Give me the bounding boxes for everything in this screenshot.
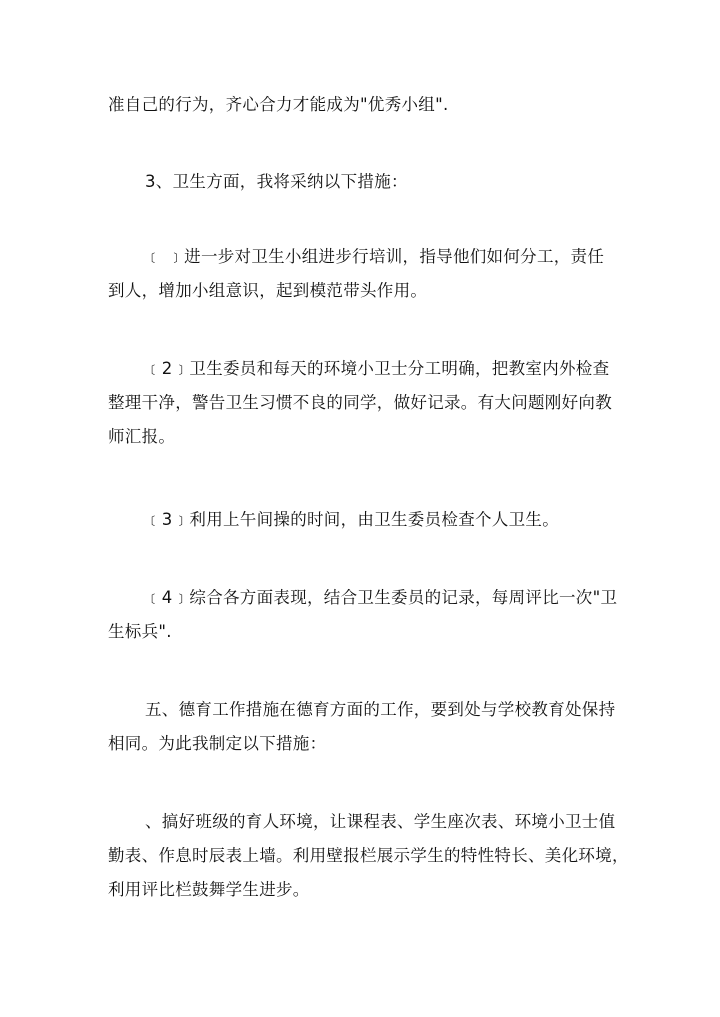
- paragraph-4: [108, 352, 614, 454]
- paragraph-3: [108, 240, 614, 308]
- paragraph-6: [108, 581, 618, 649]
- text-line: 勤表、作息时辰表上墙。利用壁报栏展示学生的特性特长、美化环境，: [108, 846, 629, 865]
- text-line: 五、德育工作措施在德育方面的工作，要到处与学校教育处保持: [145, 700, 616, 719]
- paragraph-1: [108, 88, 614, 122]
- text-line: ﹝3﹞利用上午间操的时间，由卫生委员检查个人卫生。: [145, 510, 559, 529]
- paragraph-7: [108, 693, 614, 761]
- text-line: 到人，增加小组意识，起到模范带头作用。: [108, 281, 428, 300]
- text-line: 整理干净，警告卫生习惯不良的同学，做好记录。有大问题刚好向教: [108, 393, 612, 412]
- text-line: 师汇报。: [108, 427, 176, 446]
- text-line: 利用评比栏鼓舞学生进步。: [108, 880, 310, 899]
- text-line: ﹝4﹞综合各方面表现，结合卫生委员的记录，每周评比一次"卫: [145, 588, 618, 607]
- text-line: 相同。为此我制定以下措施：: [108, 734, 327, 753]
- text-line: 3、卫生方面，我将采纳以下措施：: [145, 172, 408, 191]
- text-line: 、搞好班级的育人环境，让课程表、学生座次表、环境小卫士值: [145, 812, 616, 831]
- text-line: 准自己的行为，齐心合力才能成为"优秀小组".: [108, 95, 449, 114]
- text-line: ﹝ ﹞进一步对卫生小组进步行培训，指导他们如何分工，责任: [145, 247, 605, 266]
- paragraph-5: [108, 503, 614, 537]
- paragraph-8: [108, 805, 629, 907]
- paragraph-2: [108, 165, 614, 199]
- text-line: 生标兵".: [108, 622, 172, 641]
- text-line: ﹝2﹞卫生委员和每天的环境小卫士分工明确，把教室内外检查: [145, 359, 610, 378]
